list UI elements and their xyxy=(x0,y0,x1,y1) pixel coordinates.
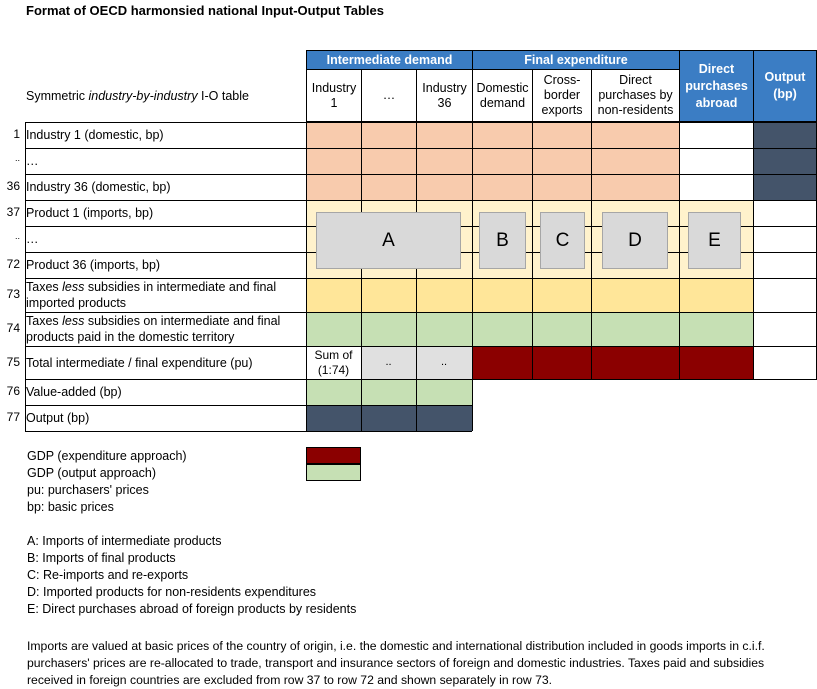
legend-swatch-gdp-output xyxy=(306,464,361,481)
box-d: D xyxy=(602,212,668,269)
header-industry-1: Industry 1 xyxy=(306,70,361,122)
row-73-block xyxy=(306,278,753,312)
row-label: Product 36 (imports, bp) xyxy=(26,258,161,272)
header-final-expenditure: Final expenditure xyxy=(472,50,679,70)
header-ellipsis: … xyxy=(361,70,416,122)
row-label: Product 1 (imports, bp) xyxy=(26,206,154,220)
dots-cell-1: .. xyxy=(385,356,392,368)
row-label: Industry 36 (domestic, bp) xyxy=(26,180,171,194)
definition-a: A: Imports of intermediate products xyxy=(27,534,222,548)
row-number: .. xyxy=(14,153,20,163)
definition-c: C: Re-imports and re-exports xyxy=(27,568,189,582)
legend-swatch-gdp-expenditure xyxy=(306,447,361,464)
output-row-block xyxy=(306,405,472,431)
header-cross-border-exports: Cross-border exports xyxy=(532,70,591,122)
row-number: 1 xyxy=(13,127,20,141)
row-label: Taxes less subsidies on intermediate and final products paid in the domestic territory xyxy=(26,314,281,344)
value-added-block xyxy=(306,379,472,405)
header-direct-purchases-abroad: Direct purchases abroad xyxy=(679,50,753,122)
row-number: 75 xyxy=(6,355,20,369)
box-a: A xyxy=(316,212,461,269)
imports-output-blank xyxy=(753,200,817,278)
header-domestic-demand: Domestic demand xyxy=(472,70,532,122)
row-number: 74 xyxy=(6,321,20,335)
row-label: … xyxy=(26,232,39,246)
row-label: Total intermediate / final expenditure (pu) xyxy=(26,356,253,370)
row-label: Industry 1 (domestic, bp) xyxy=(26,128,164,142)
row-number: .. xyxy=(14,231,20,241)
box-c: C xyxy=(540,212,585,269)
header-output: Output (bp) xyxy=(753,50,817,122)
footnote: Imports are valued at basic prices of the country of origin, i.e. the domestic and international distribution included in goods imports in c.i.f. purchasers' prices are re-allocated to trade, transport and insurance sectors of foreign and domestic industries. Taxes paid and subsidies received in foreign countries are excluded from row 37 to row 72 and shown separately in row 73. xyxy=(27,639,765,687)
table-label: Symmetric industry-by-industry I-O table xyxy=(26,89,249,103)
legend-pu: pu: purchasers' prices xyxy=(27,483,149,497)
sum-cell: Sum of (1:74) xyxy=(306,346,361,379)
header-direct-purchases-nonres: Direct purchases by non-residents xyxy=(591,70,679,122)
row-label: Value-added (bp) xyxy=(26,385,122,399)
box-b: B xyxy=(479,212,526,269)
page-title: Format of OECD harmonsied national Input-Output Tables xyxy=(26,3,384,18)
gdp-expenditure-block xyxy=(472,346,753,379)
legend-gdp-expenditure: GDP (expenditure approach) xyxy=(27,449,187,463)
definition-d: D: Imported products for non-residents expenditures xyxy=(27,585,317,599)
dots-cell-2: .. xyxy=(440,356,448,368)
header-intermediate-demand: Intermediate demand xyxy=(306,50,472,70)
row-label: Output (bp) xyxy=(26,411,90,425)
row-number: 37 xyxy=(6,205,20,219)
legend-gdp-output: GDP (output approach) xyxy=(27,466,157,480)
row-label: … xyxy=(26,154,39,168)
row-label: Taxes less subsidies in intermediate and final imported products xyxy=(26,280,277,310)
row-number: 72 xyxy=(6,257,20,271)
legend-bp: bp: basic prices xyxy=(27,500,114,514)
definition-e: E: Direct purchases abroad of foreign products by residents xyxy=(27,602,357,616)
definition-b: B: Imports of final products xyxy=(27,551,176,565)
domestic-output-block xyxy=(753,122,817,200)
box-e: E xyxy=(688,212,741,269)
row-74-block xyxy=(306,312,753,346)
row-number: 77 xyxy=(6,410,20,424)
row-number: 76 xyxy=(6,384,20,398)
domestic-abroad-blank xyxy=(679,122,753,200)
header-industry-36: Industry 36 xyxy=(416,70,472,122)
row-number: 73 xyxy=(6,287,20,301)
row-number: 36 xyxy=(6,179,20,193)
